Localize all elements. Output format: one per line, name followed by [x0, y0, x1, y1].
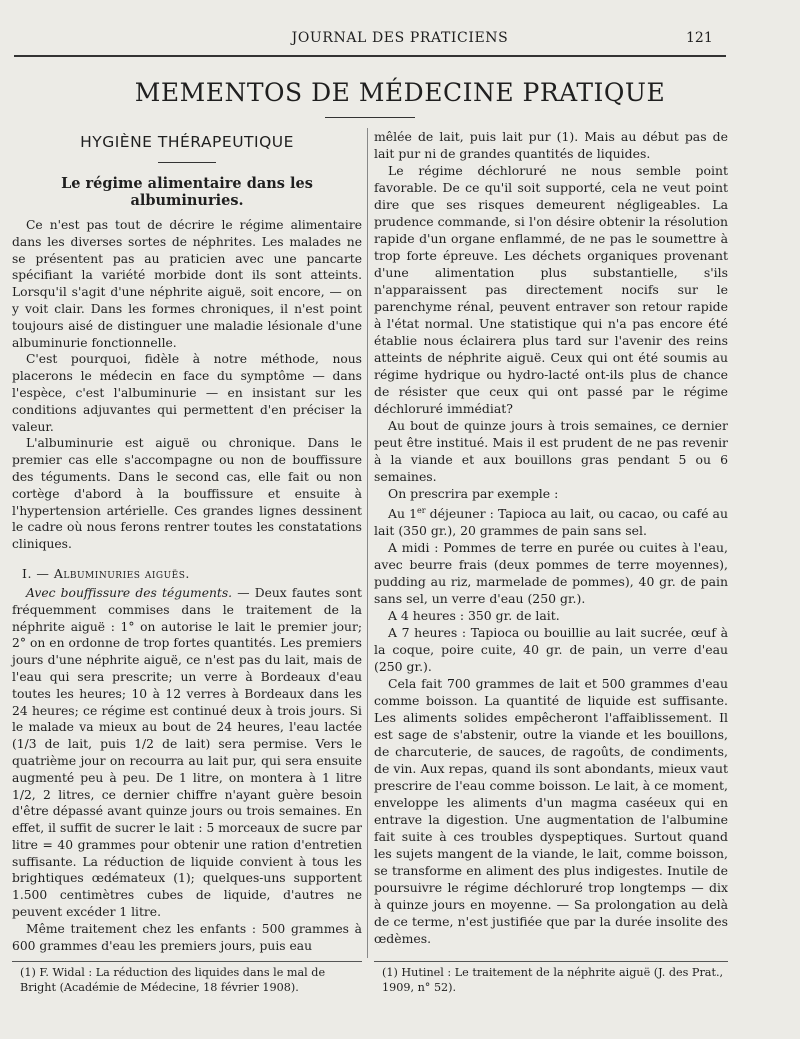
paragraph: Cela fait 700 grammes de lait et 500 grammes d'eau comme boisson. La quantité de liquide est suffisante. Les aliments solides empêcheront l'affaiblissement. Il est sage de s'abstenir, outre la viande et les bouillons, de charcuterie, de sauces, de ragoûts, de condiments, de vin. Aux repas, quand ils sont abondants, mieux vaut prescrire de l'eau comme boisson. Le lait, à ce moment, enveloppe les aliments d'un magma caséeux qui en entrave la digestion. Une augmentation de l'albumine fait suite à ces troubles dyspeptiques. Surtout quand les sujets mangent de la viande, le lait, comme boisson, se transforme en aliment des plus indigestes. Inutile de poursuivre le régime déchloruré trop longtemps — dix à quinze jours en moyenne. — Sa prolongation au delà de ce terme, n'est justifiée que par la durée insolite des œdèmes.	[374, 676, 728, 947]
section-title: MEMENTOS DE MÉDECINE PRATIQUE	[134, 78, 666, 107]
paragraph: L'albuminurie est aiguë ou chronique. Dans le premier cas elle s'accompagne ou non de bouffissure des téguments. Dans le second cas, elle fait ou non cortège d'abord à la bouffissure et ensuite à l'hypertension artérielle. Ces grandes lignes dessinent le cadre où nous ferons rentrer toutes les constatations cliniques.	[12, 436, 362, 552]
subsection-heading: I. — Albuminuries aiguës.	[22, 565, 190, 581]
menu-text: : Pommes de terre en purée ou cuites à l'eau, avec beurre frais (deux pommes de terre moyennes), pudding au riz, marmelade de pommes), 40 gr. de pain sans sel, un verre d'eau (250 gr.).	[374, 540, 728, 607]
paragraph: C'est pourquoi, fidèle à notre méthode, nous placerons le médecin en face du symptôme — dans l'espèce, c'est l'albuminurie — en insistant sur les conditions adjuvantes qui permettent d'en préciser la valeur.	[12, 352, 362, 434]
right-column	[374, 128, 728, 947]
paragraph: Ce n'est pas tout de décrire le régime alimentaire dans les diverses sortes de néphrites. Les malades ne se présentent pas au praticien avec une pancarte spécifiant la variété morbide dont ils sont atteints. Lorsqu'il s'agit d'une néphrite aiguë, soit encore, — on y voit clair. Dans les formes chroniques, il n'est point toujours aisé de distinguer une maladie lésionale d'une albuminurie fonctionnelle.	[12, 218, 362, 350]
paragraph-text: — Deux fautes sont fréquemment commises dans le traitement de la néphrite aiguë : 1° on autorise le lait le premier jour; 2° on en ordonne de trop fortes quantités. Les premiers jours d'une néphrite aiguë, ce n'est pas du lait, mais de l'eau qui sera prescrite; un verre à Bordeaux d'eau toutes les heures; 10 à 12 verres à Bordeaux dans les 24 heures; ce régime est continué deux à trois jours. Si le malade va mieux au bout de 24 heures, l'eau lactée (1/3 de lait, puis 1/2 de lait) sera permise. Vers le quatrième jour on recourra au lait pur, qui sera ensuite augmenté peu à peu. De 1 litre, on montera à 1 litre 1/2, 2 litres, ce dernier chiffre n'ayant guère besoin d'être dépassé avant quinze jours ou trois semaines. En effet, il suffit de sucrer le lait : 5 morceaux de sucre par litre = 40 grammes pour obtenir une ration d'entretien suffisante. La réduction de liquide convient à tous les brightiques œdémateux (1); quelques-uns supportent 1.500 centimètres cubes de liquide, d'autres ne peuvent excéder 1 litre.	[12, 585, 362, 920]
menu-text: déjeuner : Tapioca au lait, ou cacao, ou café au lait (350 gr.), 20 grammes de pain sans sel.	[374, 506, 728, 539]
section-rule	[325, 117, 415, 118]
menu-sup: er	[417, 506, 426, 515]
footnote-rule-right	[374, 961, 728, 962]
paragraph: Au bout de quinze jours à trois semaines, ce dernier peut être institué. Mais il est prudent de ne pas revenir à la viande et aux bouillons gras pendant 5 ou 6 semaines.	[374, 418, 728, 484]
footnote-left: (1) F. Widal : La réduction des liquides dans le mal de Bright (Académie de Médecine, 18 février 1908).	[20, 966, 326, 994]
page-number: 121	[686, 30, 713, 46]
menu-lead: A 7 heures	[388, 625, 458, 641]
paragraph	[12, 585, 362, 921]
paragraph: Le régime déchloruré ne nous semble point favorable. De ce qu'il soit supporté, cela ne veut point dire que ses risques demeurent négligeables. La prudence commande, si l'on désire obtenir la résolution rapide d'un organe enflammé, de ne pas le soumettre à trop forte épreuve. Les déchets organiques provenant d'une alimentation plus substantielle, s'ils n'apparaissent pas directement nocifs sur le parenchyme rénal, peuvent entraver son retour rapide à l'état normal. Une statistique qui n'a pas encore été établie nous éclairera plus tard sur l'avenir des reins atteints de néphrite aiguë. Ceux qui ont été soumis au régime hydrique ou hydro-lacté ont-ils plus de chance de résister que ceux qui ont passé par le régime déchloruré immédiat?	[374, 163, 728, 416]
menu-lead: Au 1	[388, 506, 418, 522]
menu-item	[374, 607, 728, 624]
footnote-rule-left	[12, 961, 362, 962]
menu-item	[374, 624, 728, 675]
paragraph: On prescrira par exemple :	[388, 486, 559, 501]
paragraph: mêlée de lait, puis lait pur (1). Mais au début pas de lait pur ni de grandes quantités de liquides.	[374, 129, 728, 161]
rubric-rule	[158, 162, 216, 163]
menu-text: : Tapioca ou bouillie au lait sucrée, œuf à la coque, poire cuite, 40 gr. de pain, un verre d'eau (250 gr.).	[374, 625, 728, 675]
menu-lead: A midi	[388, 540, 430, 556]
header-rule	[14, 55, 726, 57]
menu-lead: A 4 heures	[388, 608, 456, 624]
footnote-right: (1) Hutinel : Le traitement de la néphrite aiguë (J. des Prat., 1909, n° 52).	[382, 966, 724, 994]
left-column	[12, 128, 362, 954]
column-divider	[367, 128, 368, 958]
rubric-heading: HYGIÈNE THÉRAPEUTIQUE	[80, 133, 294, 151]
menu-item	[374, 539, 728, 607]
paragraph: Même traitement chez les enfants : 500 grammes à 600 grammes d'eau les premiers jours, puis eau	[12, 921, 362, 953]
menu-item	[374, 502, 728, 539]
menu-text: : 350 gr. de lait.	[455, 608, 560, 624]
italic-lead: Avec bouffissure des téguments.	[26, 585, 233, 600]
article-title: Le régime alimentaire dans les albuminuries.	[61, 175, 313, 209]
journal-name: JOURNAL DES PRATICIENS	[291, 30, 509, 46]
